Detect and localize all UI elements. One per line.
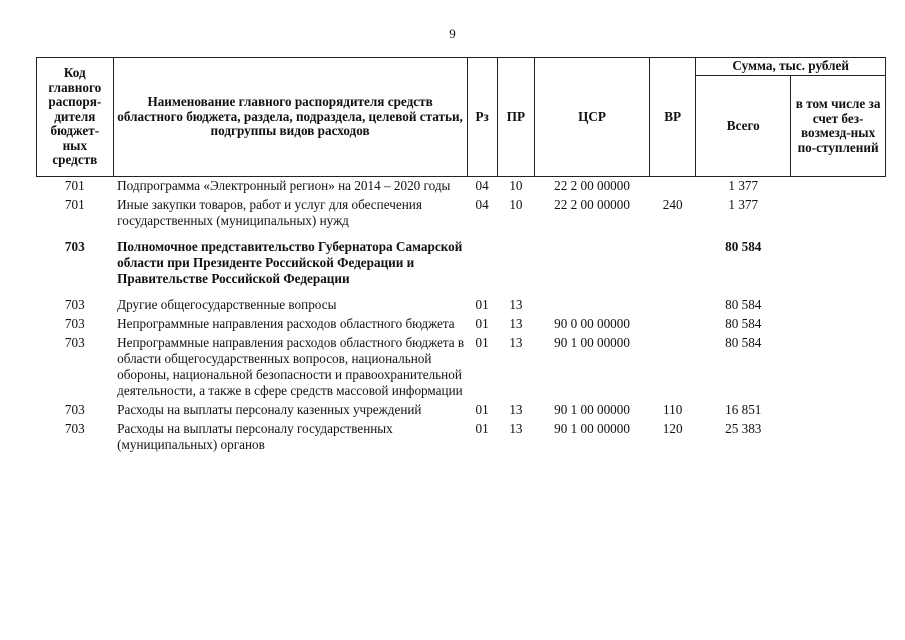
cell-code: 703 bbox=[64, 421, 85, 436]
header-vr: ВР bbox=[650, 58, 696, 177]
cell-csr: 90 1 00 00000 bbox=[554, 402, 630, 417]
cell-code: 703 bbox=[64, 316, 85, 331]
cell-rz: 01 bbox=[475, 335, 489, 350]
cell-name: Расходы на выплаты персоналу казенных учреждений bbox=[117, 402, 422, 417]
cell-rz bbox=[467, 239, 497, 297]
cell-name: Полномочное представительство Губернатора Самарской области при Президенте Российской Федерации и Правительстве Российской Федерации bbox=[117, 239, 463, 286]
cell-free bbox=[791, 421, 886, 456]
cell-rz: 01 bbox=[475, 297, 489, 312]
cell-pr: 13 bbox=[509, 297, 523, 312]
cell-free bbox=[791, 239, 886, 297]
cell-total: 80 584 bbox=[725, 335, 762, 350]
header-name: Наименование главного распорядителя средств областного бюджета, раздела, подраздела, целевой статьи, подгруппы видов расходов bbox=[113, 58, 467, 177]
cell-total: 80 584 bbox=[725, 239, 762, 254]
table-row bbox=[37, 421, 886, 456]
cell-free bbox=[791, 335, 886, 402]
cell-csr: 22 2 00 00000 bbox=[554, 197, 630, 212]
cell-rz: 01 bbox=[475, 421, 489, 436]
cell-code: 703 bbox=[64, 239, 85, 254]
table-row bbox=[37, 177, 886, 198]
cell-rz: 04 bbox=[475, 197, 489, 212]
cell-total: 80 584 bbox=[725, 297, 762, 312]
cell-csr: 90 1 00 00000 bbox=[554, 335, 630, 350]
cell-pr bbox=[497, 239, 534, 297]
table-row bbox=[37, 197, 886, 239]
header-csr: ЦСР bbox=[535, 58, 650, 177]
cell-vr: 240 bbox=[662, 197, 683, 212]
cell-csr: 22 2 00 00000 bbox=[554, 178, 630, 193]
cell-total: 25 383 bbox=[725, 421, 762, 436]
header-sum: Сумма, тыс. рублей bbox=[696, 58, 886, 76]
cell-vr: 120 bbox=[662, 421, 683, 436]
cell-pr: 13 bbox=[509, 335, 523, 350]
header-code: Код главного распоря-дителя бюджет-ных средств bbox=[37, 58, 114, 177]
cell-total: 1 377 bbox=[728, 197, 759, 212]
table-row bbox=[37, 297, 886, 316]
cell-vr bbox=[650, 297, 696, 316]
header-pr: ПР bbox=[497, 58, 534, 177]
cell-rz: 01 bbox=[475, 316, 489, 331]
cell-name: Расходы на выплаты персоналу государственных (муниципальных) органов bbox=[117, 421, 393, 452]
cell-vr: 110 bbox=[663, 402, 683, 417]
cell-csr: 90 1 00 00000 bbox=[554, 421, 630, 436]
cell-free bbox=[791, 316, 886, 335]
table-row bbox=[37, 239, 886, 297]
cell-code: 703 bbox=[64, 297, 85, 312]
cell-vr bbox=[650, 177, 696, 198]
cell-vr bbox=[650, 239, 696, 297]
cell-code: 703 bbox=[64, 402, 85, 417]
cell-rz: 04 bbox=[475, 178, 489, 193]
header-rz: Рз bbox=[467, 58, 497, 177]
cell-free bbox=[791, 402, 886, 421]
cell-pr: 10 bbox=[509, 197, 523, 212]
table-header bbox=[37, 58, 886, 177]
cell-name: Подпрограмма «Электронный регион» на 2014 – 2020 годы bbox=[117, 178, 451, 193]
cell-rz: 01 bbox=[475, 402, 489, 417]
table-row bbox=[37, 335, 886, 402]
cell-name: Другие общегосударственные вопросы bbox=[117, 297, 337, 312]
page-number: 9 bbox=[449, 26, 456, 41]
cell-csr: 90 0 00 00000 bbox=[554, 316, 630, 331]
table-body bbox=[37, 177, 886, 457]
cell-pr: 13 bbox=[509, 421, 523, 436]
header-free: в том числе за счет без-возмезд-ных по-ступлений bbox=[791, 76, 886, 177]
cell-code: 701 bbox=[64, 178, 85, 193]
table-row bbox=[37, 402, 886, 421]
cell-total: 1 377 bbox=[728, 178, 759, 193]
cell-vr bbox=[650, 316, 696, 335]
cell-pr: 10 bbox=[509, 178, 523, 193]
cell-code: 701 bbox=[64, 197, 85, 212]
cell-total: 80 584 bbox=[725, 316, 762, 331]
cell-vr bbox=[650, 335, 696, 402]
cell-free bbox=[791, 177, 886, 198]
cell-name: Непрограммные направления расходов областного бюджета bbox=[117, 316, 455, 331]
cell-csr bbox=[535, 239, 650, 297]
cell-free bbox=[791, 197, 886, 239]
header-total: Всего bbox=[696, 76, 791, 177]
cell-csr bbox=[535, 297, 650, 316]
cell-name: Непрограммные направления расходов областного бюджета в области общегосударственных вопросов, национальной обороны, национальной безопасности и правоохранительной деятельности, а также в сфере средств массовой информации bbox=[117, 335, 465, 398]
cell-pr: 13 bbox=[509, 316, 523, 331]
cell-free bbox=[791, 297, 886, 316]
budget-table bbox=[36, 57, 886, 456]
cell-pr: 13 bbox=[509, 402, 523, 417]
table-row bbox=[37, 316, 886, 335]
cell-total: 16 851 bbox=[725, 402, 762, 417]
cell-name: Иные закупки товаров, работ и услуг для обеспечения государственных (муниципальных) нужд bbox=[117, 197, 422, 228]
cell-code: 703 bbox=[64, 335, 85, 350]
